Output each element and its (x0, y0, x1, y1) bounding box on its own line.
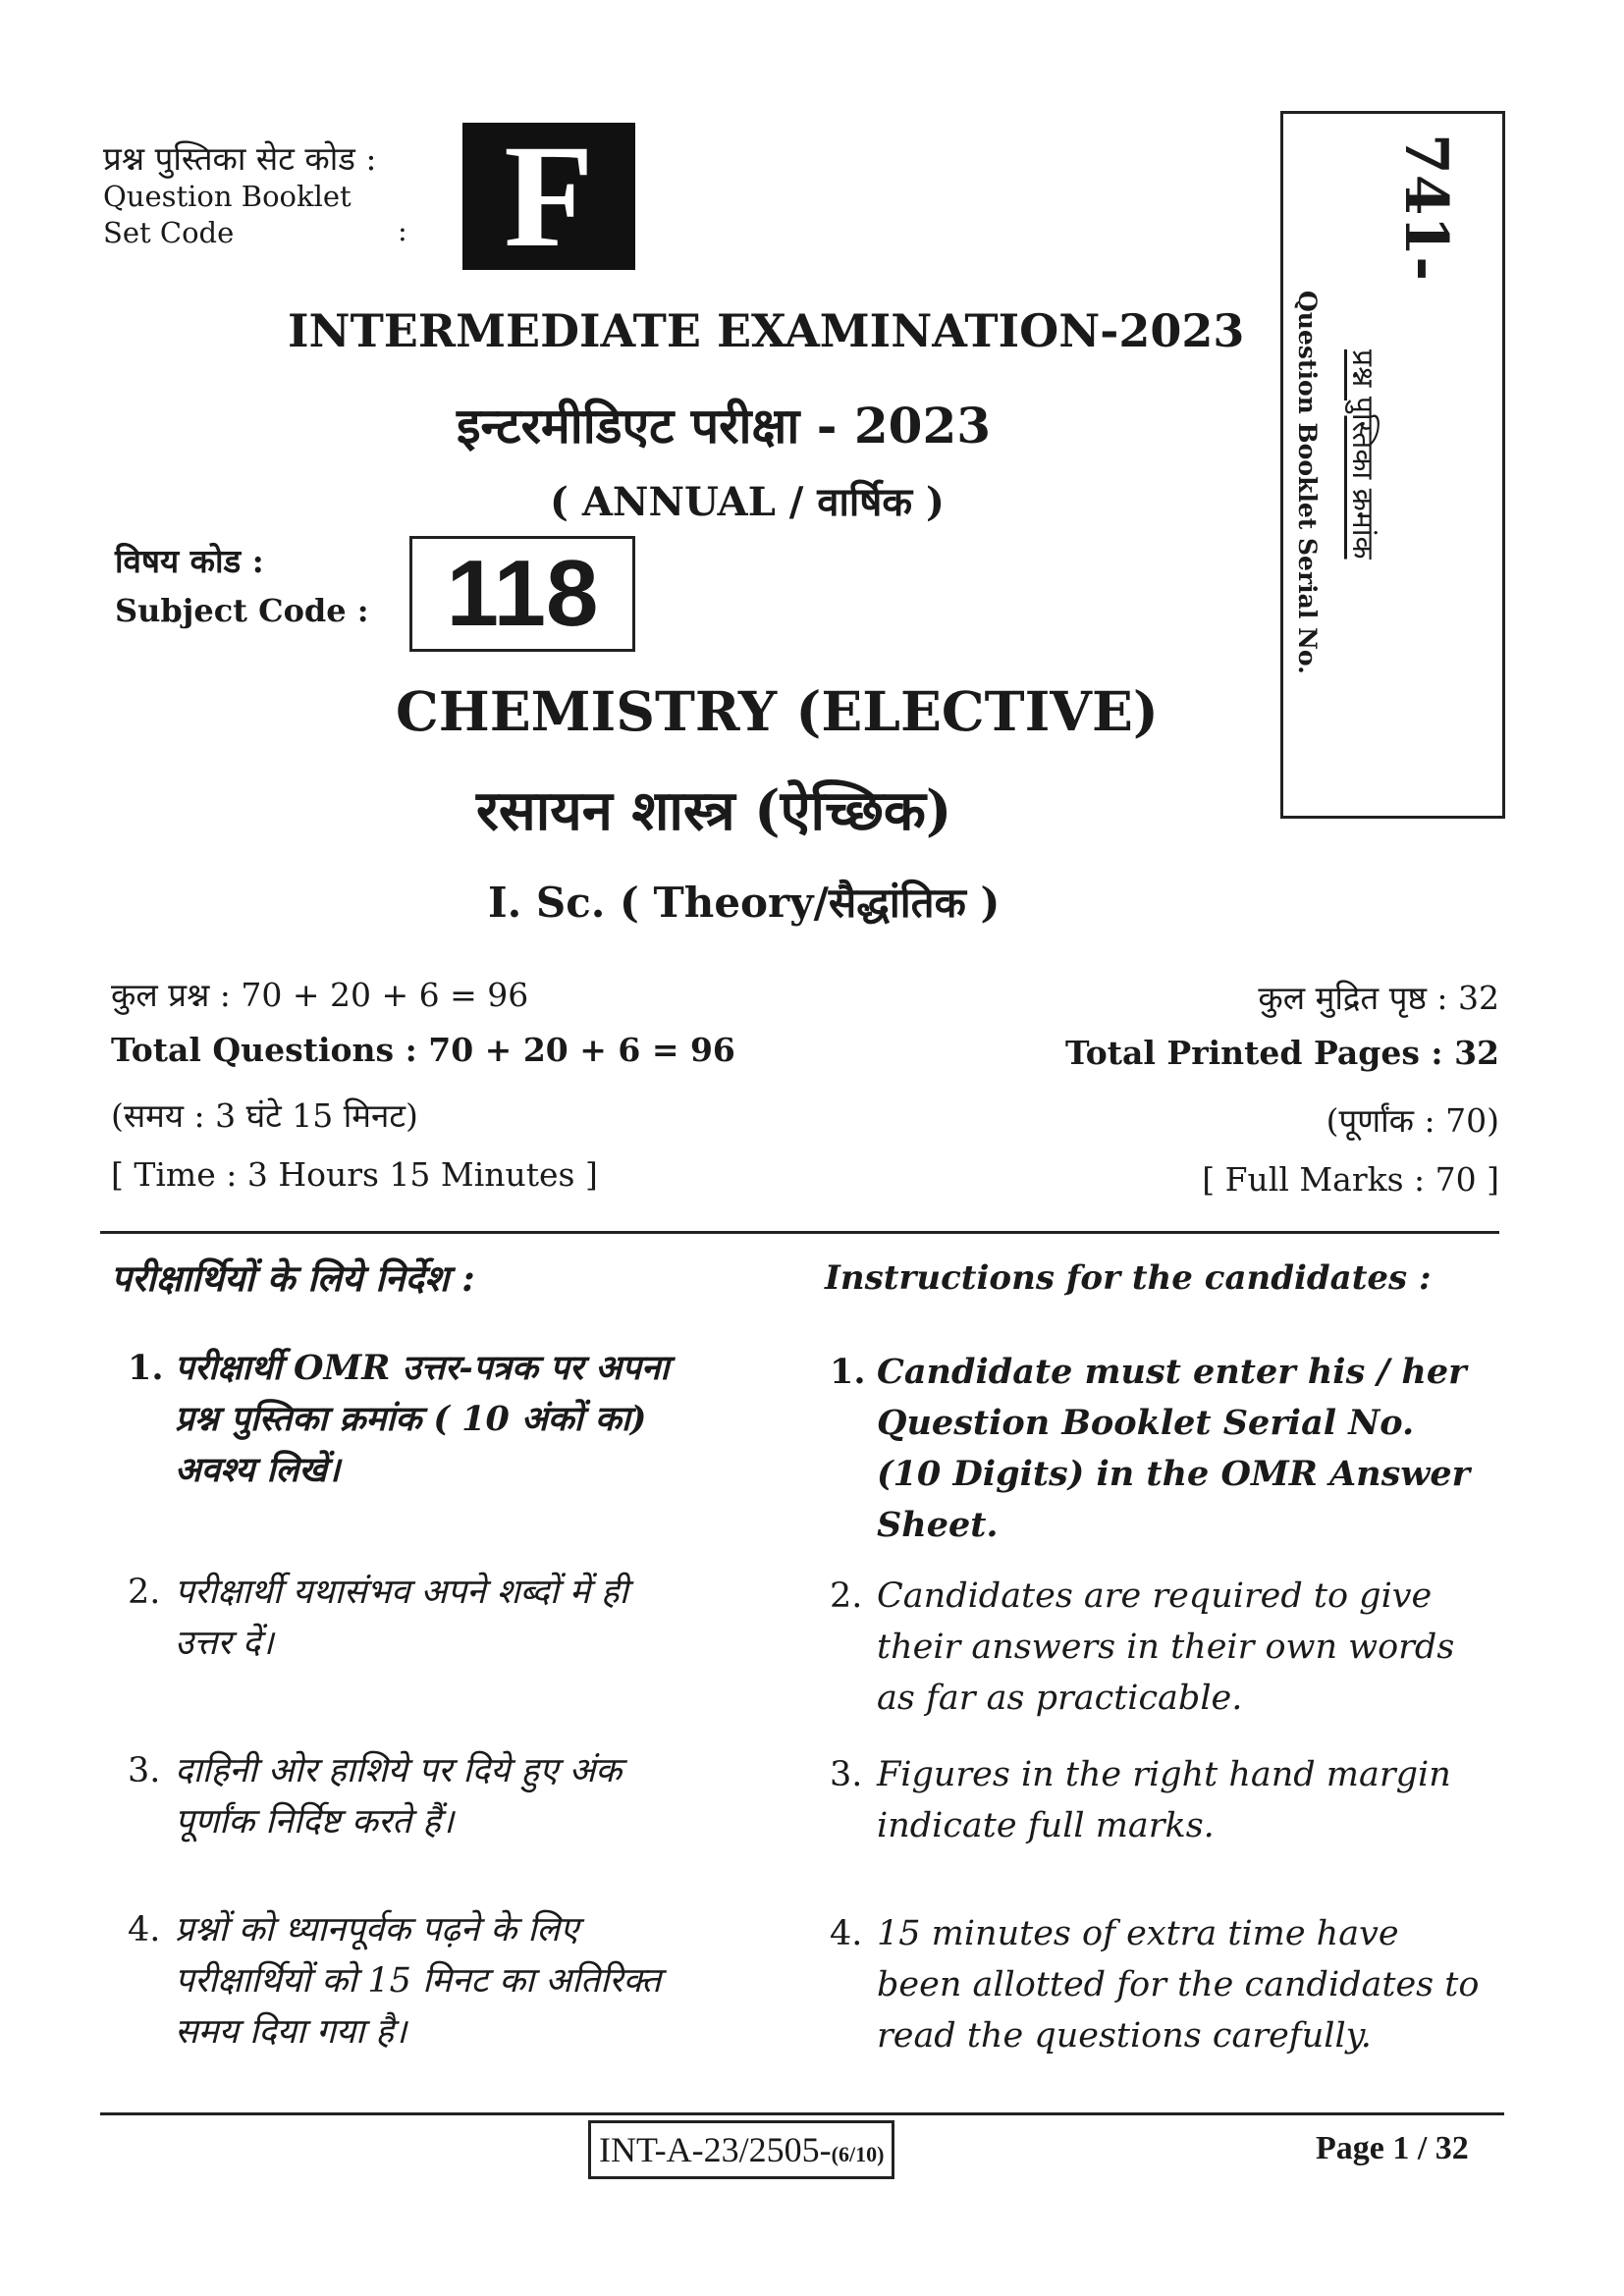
instruction-number: 4. (128, 1910, 161, 1949)
instruction-number: 3. (830, 1755, 863, 1794)
footer-divider (100, 2112, 1504, 2115)
instruction-line: प्रश्नों को ध्यानपूर्वक पढ़ने के लिए (175, 1910, 579, 1949)
time-hindi: (समय : 3 घंटे 15 मिनट) (111, 1096, 418, 1135)
subject-code-box: 118 (409, 536, 635, 652)
instruction-line: परीक्षार्थी OMR उत्तर-पत्रक पर अपना (175, 1348, 670, 1388)
instructions-heading-english: Instructions for the candidates : (825, 1258, 1432, 1298)
instruction-line: Candidates are required to give (877, 1576, 1433, 1616)
stream: I. Sc. ( Theory/सैद्धांतिक ) (488, 879, 1001, 927)
full-marks-english: [ Full Marks : 70 ] (1202, 1160, 1499, 1199)
instruction-line: परीक्षार्थी यथासंभव अपने शब्दों में ही (175, 1573, 628, 1612)
set-code-box: F (462, 123, 635, 270)
instruction-line: Candidate must enter his / her (877, 1352, 1467, 1392)
subject-code-label-english: Subject Code : (115, 592, 369, 629)
instruction-number: 4. (830, 1914, 863, 1953)
instruction-line: Sheet. (877, 1505, 999, 1545)
instruction-number: 1. (830, 1352, 866, 1392)
instruction-line: परीक्षार्थियों को 15 मिनट का अतिरिक्त (175, 1961, 662, 2001)
full-marks-hindi: (पूर्णांक : 70) (1326, 1101, 1499, 1140)
instruction-number: 3. (128, 1751, 161, 1790)
set-code-colon: : (398, 214, 407, 247)
instruction-line: उत्तर दें। (175, 1624, 274, 1663)
instruction-number: 1. (128, 1348, 164, 1388)
set-code-label-english: Question Booklet (103, 180, 352, 213)
instruction-number: 2. (128, 1573, 161, 1612)
instruction-number: 2. (830, 1576, 863, 1616)
booklet-code-suffix: (6/10) (831, 2142, 885, 2166)
subject-english: CHEMISTRY (ELECTIVE) (396, 679, 1159, 743)
instruction-line: Figures in the right hand margin (877, 1755, 1451, 1794)
printed-pages-english: Total Printed Pages : 32 (1064, 1034, 1499, 1072)
instruction-line: (10 Digits) in the OMR Answer (877, 1454, 1471, 1494)
total-questions-hindi: कुल प्रश्न : 70 + 20 + 6 = 96 (111, 976, 529, 1014)
time-english: [ Time : 3 Hours 15 Minutes ] (111, 1155, 598, 1194)
instruction-line: as far as practicable. (877, 1679, 1243, 1718)
set-code-label-hindi: प्रश्न पुस्तिका सेट कोड : (103, 139, 377, 178)
booklet-code-box (588, 2120, 894, 2179)
serial-label-english: Question Booklet Serial No. (1293, 291, 1322, 674)
total-questions-english: Total Questions : 70 + 20 + 6 = 96 (111, 1031, 735, 1069)
serial-label-hindi: प्रश्न पुस्तिका क्रमांक (1345, 349, 1380, 560)
subject-hindi: रसायन शास्त्र (ऐच्छिक) (476, 778, 952, 843)
instruction-line: पूर्णांक निर्दिष्ट करते हैं। (175, 1802, 455, 1842)
page-number: Page 1 / 32 (1316, 2130, 1469, 2166)
serial-number: 741- (1391, 133, 1460, 282)
subject-code-label-hindi: विषय कोड : (115, 542, 264, 580)
divider (100, 1231, 1499, 1234)
instruction-line: read the questions carefully. (877, 2016, 1372, 2056)
instruction-line: समय दिया गया है। (175, 2012, 407, 2052)
instruction-line: indicate full marks. (877, 1806, 1215, 1845)
exam-title-english: INTERMEDIATE EXAMINATION-2023 (288, 304, 1245, 357)
serial-number-box (1280, 111, 1505, 819)
printed-pages-hindi: कुल मुद्रित पृष्ठ : 32 (1258, 979, 1499, 1017)
instruction-line: 15 minutes of extra time have (877, 1914, 1399, 1953)
instructions-heading-hindi: परीक्षार्थियों के लिये निर्देश : (111, 1256, 475, 1300)
instruction-line: प्रश्न पुस्तिका क्रमांक ( 10 अंकों का) (175, 1399, 647, 1439)
exam-title-hindi: इन्टरमीडिएट परीक्षा - 2023 (457, 397, 992, 454)
instruction-line: been allotted for the candidates to (877, 1965, 1480, 2004)
instruction-line: दाहिनी ओर हाशिये पर दिये हुए अंक (175, 1751, 623, 1790)
instruction-line: their answers in their own words (877, 1628, 1455, 1667)
exam-type: ( ANNUAL / वार्षिक ) (550, 479, 945, 525)
instruction-line: अवश्य लिखें। (175, 1450, 341, 1490)
booklet-code: INT-A-23/2505- (599, 2130, 832, 2169)
set-code-label-english-2: Set Code (103, 216, 235, 249)
instruction-line: Question Booklet Serial No. (877, 1403, 1415, 1443)
